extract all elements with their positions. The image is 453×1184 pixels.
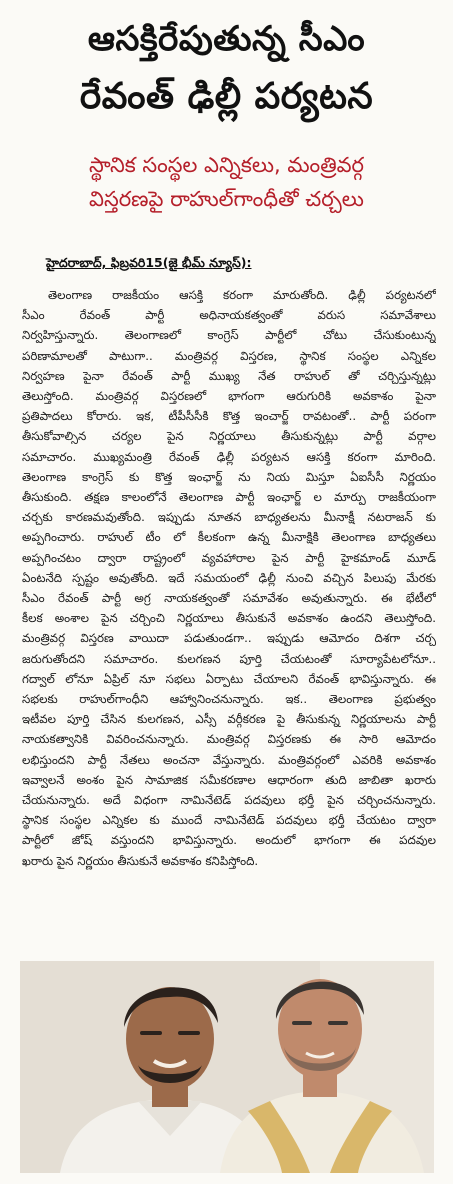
article-line: ఇవ్వాలనే అంశం పైన సామాజిక సమీకరణాల ఆధారంగా తుది జాబితా ఖరారు	[22, 772, 436, 787]
article-line: ఏంటనేది స్పష్టం అవుతోంది. ఇదే సమయంలో ఢిల్లీ నుంచి వచ్చిన పిలుపు మేరకు	[22, 570, 436, 585]
article-line: జరుగుతోందని సమాచారం. కులగణన పూర్తి చేయటంతో సూర్యాపేటలోనూ..	[22, 651, 436, 666]
article-line: నిర్వహిస్తున్నారు. తెలంగాణలో కాంగ్రెస్ పార్టీలో చోటు చేసుకుంటున్న	[22, 328, 436, 343]
article-line: ఖరారు పైన నిర్ణయం తీసుకునే అవకాశం కనిపిస్తోంది.	[22, 853, 259, 868]
article-line: మంత్రివర్గ విస్తరణ వాయిదా పడుతుండగా.. ఇప్పుడు ఆమోదం దిశగా చర్చ	[22, 631, 436, 646]
article-line: పార్టీలో జోష్ వస్తుందని భావిస్తున్నారు. అందులో భాగంగా ఈ పదవుల	[22, 833, 436, 848]
subheadline-line-1: స్థానిక సంస్థల ఎన్నికలు, మంత్రివర్గ	[88, 153, 365, 177]
article-line: తెలంగాణ కాంగ్రెస్ కు కొత్త ఇంఛార్జ్ ను నియ మిస్తూ ఏఐసీసీ నిర్ణయం	[22, 469, 436, 484]
article-line: కీలక అంశాల పైన చర్చించి నిర్ణయాలు తీసుకునే అవకాశం ఉందని తెలుస్తోంది.	[22, 611, 436, 626]
article-line: లభిస్తుందని పార్టీ నేతలు అంచనా వేస్తున్నారు. మంత్రివర్గంలో ఎవరికి అవకాశం	[22, 752, 436, 767]
article-line: చేయనున్నారు. అదే విధంగా నామినేటెడ్ పదవులు భర్తీ పైన చర్చించనున్నారు.	[22, 793, 436, 808]
article-line: అప్పగించారు. రాహుల్ టీం లో కీలకంగా ఉన్న మీనాక్షికి తెలంగాణ బాధ్యతలు	[22, 530, 436, 545]
article-line: నిర్వహణ పైనా రేవంత్ పార్టీ ముఖ్య నేత రాహుల్ తో చర్చిస్తున్నట్లు	[22, 368, 436, 383]
article-line: సీఎం రేవంత్ పార్టీ అగ్ర నాయకత్వంతో సమావేశం అవుతున్నారు. ఈ భేటీలో	[22, 591, 436, 606]
article-line: సీఎం రేవంత్ పార్టీ అధినాయకత్వంతో వరుస సమావేశాలు	[22, 308, 436, 323]
article-line: తీసుకోవాల్సిన చర్యల పైన నిర్ణయాలు తీసుకున్నట్లు పార్టీ వర్గాల	[22, 429, 436, 444]
article-line: అప్పగించటం ద్వారా రాష్ట్రంలో వ్యవహారాల పైన పార్టీ హైకమాండ్ మూడ్	[22, 550, 436, 565]
article-line: సమాచారం. ముఖ్యమంత్రి రేవంత్ ఢిల్లీ పర్యటన ఆసక్తి కరంగా మారింది.	[22, 449, 436, 464]
headline-line-1: ఆసక్తిరేపుతున్న సీఎం	[87, 19, 366, 59]
article-line: తెలంగాణ రాజకీయం ఆసక్తి కరంగా మారుతోంది. ఢిల్లీ పర్యటనలో	[48, 288, 436, 302]
article-line: ప్రతిపాదలు కోరారు. ఇక, టీపీసీసీకి కొత్త ఇంచార్జ్ రావటంతో.. పార్టీ పరంగా	[22, 409, 436, 424]
article-line: తెలుస్తోంది. మంత్రివర్గ విస్తరణలో భాగంగా ఆరుగురికి అవకాశం పైనా	[22, 389, 436, 404]
subheadline	[0, 148, 453, 216]
article-line: చర్చకు కారణమవుతోంది. ఇప్పుడు నూతన బాధ్యతలను మీనాక్షీ నటరాజన్ కు	[22, 510, 436, 525]
photo-illustration	[20, 961, 434, 1173]
article-line: నాయకత్వానికి వివరించనున్నారు. మంత్రివర్గ విస్తరణకు ఈ సారి ఆమోదం	[22, 732, 436, 747]
news-photo	[20, 961, 434, 1173]
article-line: తీసుకుంది. తక్షణ కాలంలోనే తెలంగాణ పార్టీ ఇంఛార్జ్ ల మార్పు రాజకీయంగా	[22, 490, 436, 505]
article-line: స్థానిక సంస్థల ఎన్నికల కు ముందే నామినేటెడ్ పదవులు భర్తీ చేయటం ద్వారా	[22, 813, 436, 828]
dateline: హైదరాబాద్, ఫిబ్రవరి15(జై భీమ్ న్యూస్):	[46, 255, 252, 270]
article-line: గద్వాల్ లోనూ ఏప్రిల్ నూ సభలు ఏర్పాటు చేయాలని రేవంత్ భావిస్తున్నారు. ఈ	[22, 671, 436, 686]
article-line: ఇటీవల పూర్తి చేసిన కులగణన, ఎస్సీ వర్గీకరణ పై తీసుకున్న నిర్ణయాలను పార్టీ	[22, 712, 436, 727]
headline	[0, 14, 453, 124]
article-line: సభలకు రాహుల్‌గాంధీని ఆహ్వానించనున్నారు. ఇక.. తెలంగాణ ప్రభుత్వం	[22, 692, 436, 707]
article-body	[22, 285, 436, 871]
headline-line-2: రేవంత్ ఢిల్లీ పర్యటన	[79, 76, 374, 117]
article-line: పరిణామాలతో పాటుగా.. మంత్రివర్గ విస్తరణ, స్థానిక సంస్థల ఎన్నికల	[22, 348, 436, 363]
subheadline-line-2: విస్తరణపై రాహుల్‌గాంధీతో చర్చలు	[89, 187, 364, 211]
